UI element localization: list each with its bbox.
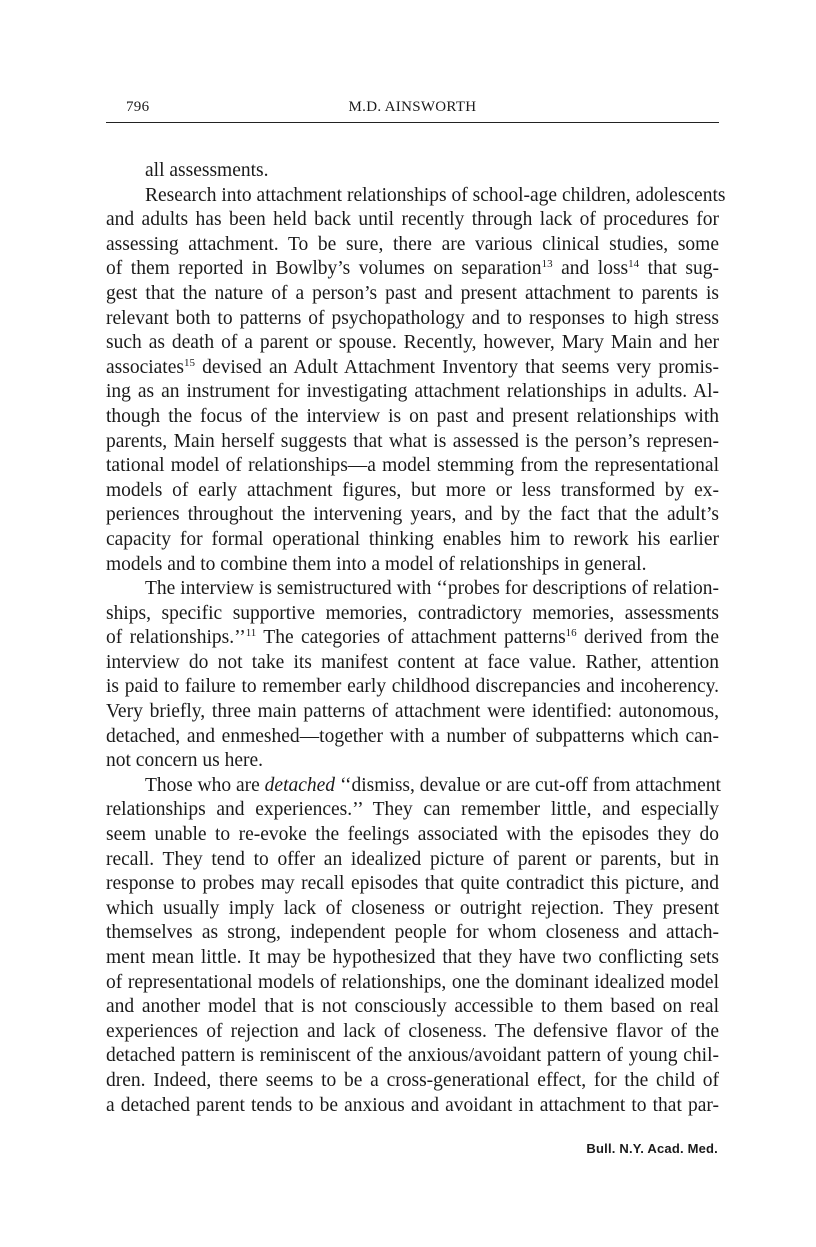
text-line: Research into attachment relationships of school-age children, adolescents: [145, 184, 726, 206]
text-line: gest that the nature of a person’s past and present attachment to parents is: [106, 282, 719, 304]
text-line: models of early attachment figures, but more or less transformed by ex-: [106, 479, 719, 501]
text-line: tational model of relationships—a model stemming from the representational: [106, 455, 719, 477]
footnote-ref: 14: [628, 258, 640, 271]
text-line: and adults has been held back until recently through lack of procedures for: [106, 209, 719, 231]
text-line: ing as an instrument for investigating attachment relationships in adults. Al-: [106, 381, 719, 403]
text-line: a detached parent tends to be anxious and avoidant in attachment to that par-: [106, 1094, 719, 1116]
text-line: not concern us here.: [106, 750, 264, 772]
text-line: assessing attachment. To be sure, there are various clinical studies, some: [106, 233, 719, 255]
text-line: is paid to failure to remember early childhood discrepancies and incoherency.: [106, 676, 719, 698]
text-line: Those who are detached ‘‘dismiss, devalue or are cut-off from attachment: [145, 774, 721, 796]
header-rule: [106, 122, 719, 123]
text-line: of representational models of relationships, one the dominant idealized model: [106, 971, 719, 993]
text-line: dren. Indeed, there seems to be a cross-generational effect, for the child of: [106, 1069, 719, 1091]
text-line: relationships and experiences.’’ They can remember little, and especially: [106, 799, 719, 821]
text-line: capacity for formal operational thinking enables him to rework his earlier: [106, 528, 719, 550]
text-line: ships, specific supportive memories, contradictory memories, assessments: [106, 602, 719, 624]
text-line: seem unable to re-evoke the feelings associated with the episodes they do: [106, 824, 719, 846]
text-line: parents, Main herself suggests that what is assessed is the person’s represen-: [106, 430, 719, 452]
paragraph-interview: [106, 577, 719, 774]
text-line: such as death of a parent or spouse. Recently, however, Mary Main and her: [106, 332, 719, 354]
text-line: The interview is semistructured with ‘‘probes for descriptions of relation-: [145, 578, 719, 600]
running-head: [106, 99, 719, 121]
text-line: models and to combine them into a model of relationships in general.: [106, 553, 647, 575]
text-line: experiences of rejection and lack of closeness. The defensive flavor of the: [106, 1020, 719, 1042]
journal-footer: Bull. N.Y. Acad. Med.: [586, 1141, 718, 1156]
text-line: of them reported in Bowlby’s volumes on separation$^{13}$ and loss$^{14}$ that sug-: [106, 258, 720, 280]
text-line: recall. They tend to offer an idealized picture of parent or parents, but in: [106, 848, 719, 870]
paragraph-research: [106, 184, 726, 578]
text-line: relevant both to patterns of psychopathology and to responses to high stress: [106, 307, 719, 329]
footnote-ref: 15: [183, 356, 195, 369]
running-head-author: M.D. AINSWORTH: [348, 99, 477, 115]
text-line: themselves as strong, independent people for whom closeness and attach-: [106, 922, 719, 944]
text-line: and another model that is not consciously accessible to them based on real: [106, 996, 719, 1018]
page-number: 796: [126, 99, 150, 115]
footnote-ref: 13: [541, 258, 553, 271]
text-line: detached pattern is reminiscent of the anxious/avoidant pattern of young chil-: [106, 1045, 719, 1067]
footnote-ref: 11: [245, 627, 257, 640]
paragraph-continuation: all assessments.: [145, 160, 269, 181]
text-line: associates$^{15}$ devised an Adult Attachment Inventory that seems very promis-: [106, 356, 719, 378]
text-line: ment mean little. It may be hypothesized that they have two conflicting sets: [106, 947, 719, 968]
paragraph-detached: [106, 774, 721, 1118]
text-line: periences throughout the intervening years, and by the fact that the adult’s: [106, 504, 719, 526]
text-line: interview do not take its manifest content at face value. Rather, attention: [106, 651, 719, 673]
text-line: response to probes may recall episodes that quite contradict this picture, and: [106, 873, 719, 895]
text-line: Very briefly, three main patterns of attachment were identified: autonomous,: [106, 701, 719, 723]
footnote-ref: 16: [565, 627, 577, 640]
body-text: [106, 159, 726, 1118]
text-line: of relationships.’’$^{11}$ The categories of attachment patterns$^{16}$ derived from the: [106, 627, 719, 649]
text-line: which usually imply lack of closeness or outright rejection. They present: [106, 897, 719, 919]
emphasis-detached: detached: [264, 774, 336, 796]
text-line: though the focus of the interview is on past and present relationships with: [106, 405, 719, 427]
text-line: detached, and enmeshed—together with a number of subpatterns which can-: [106, 725, 719, 747]
